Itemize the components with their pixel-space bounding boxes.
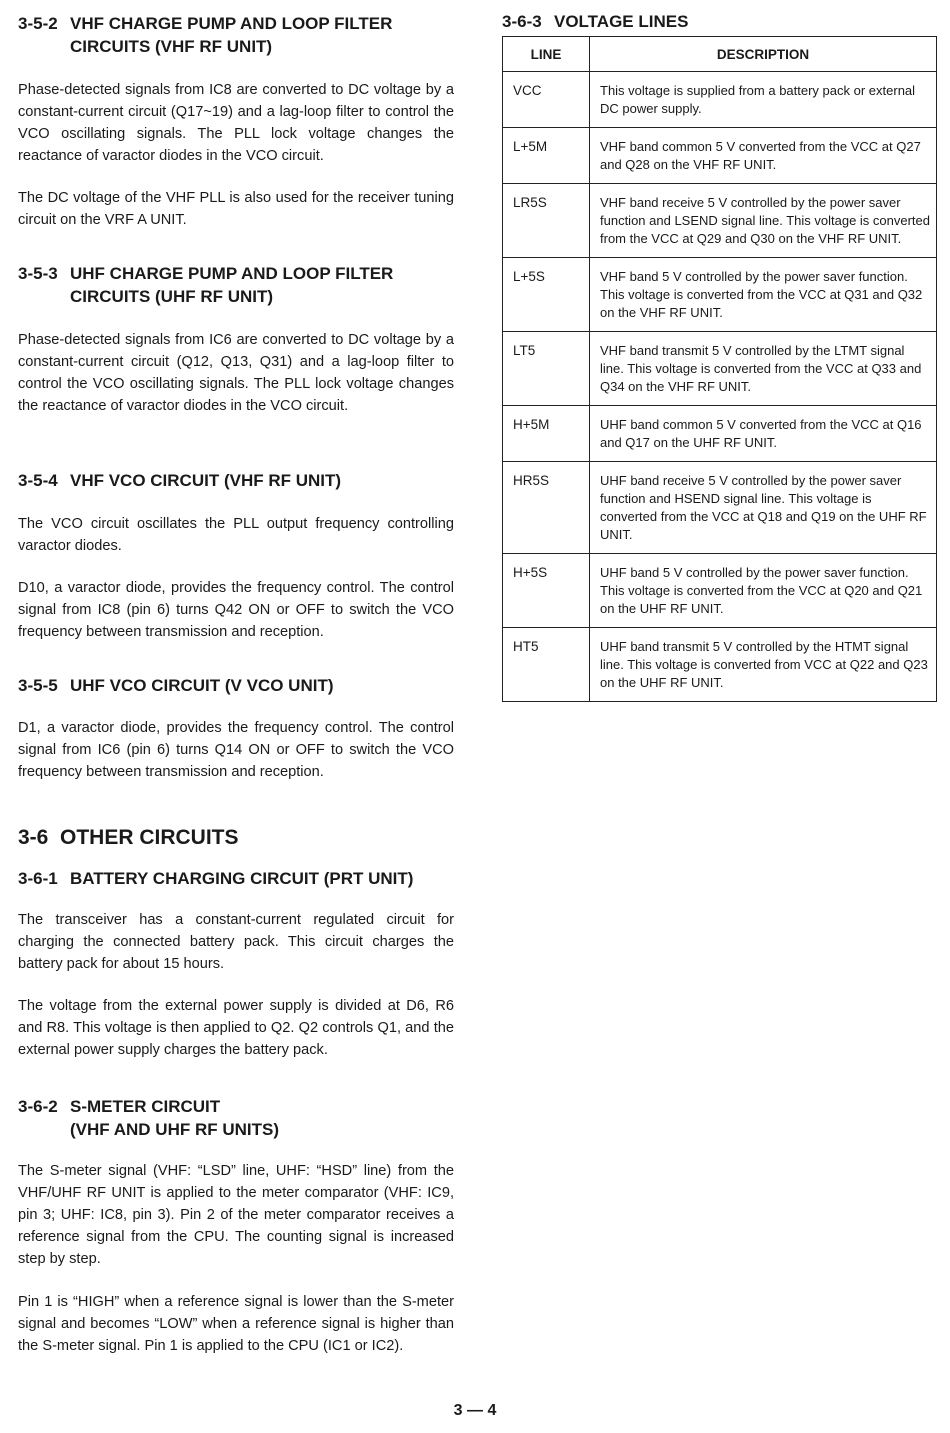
line-cell: H+5M — [503, 406, 590, 462]
table-header-row — [503, 37, 937, 72]
section-heading: 3-5-2 VHF CHARGE PUMP AND LOOP FILTER CIRCUITS (VHF RF UNIT) — [18, 14, 393, 56]
section-heading: 3-6-1 BATTERY CHARGING CIRCUIT (PRT UNIT) — [18, 869, 414, 888]
table-row — [503, 628, 937, 702]
chapter-heading: 3-6 OTHER CIRCUITS — [18, 826, 239, 849]
paragraph: The S-meter signal (VHF: “LSD” line, UHF: “HSD” line) from the VHF/UHF RF UNIT is applied to the meter comparator (VHF: IC9, pin 3; UHF: IC8, pin 3). Pin 2 of the meter comparator receives a reference signal from the CPU. The counting signal is increased step by step. — [18, 1163, 454, 1267]
paragraph: The transceiver has a constant-current regulated circuit for charging the connected battery pack. This circuit charges the battery pack for about 15 hours. — [18, 912, 454, 972]
section-heading-3-6-3: 3-6-3 VOLTAGE LINES — [502, 12, 689, 31]
line-cell: VCC — [503, 72, 590, 128]
section-3-5-4 — [18, 469, 454, 643]
paragraph: The voltage from the external power supply is divided at D6, R6 and R8. This voltage is then applied to Q2. Q2 controls Q1, and the external power supply charges the battery pack. — [18, 998, 454, 1058]
description-cell: VHF band common 5 V converted from the VCC at Q27 and Q28 on the VHF RF UNIT. — [590, 128, 937, 184]
section-heading: 3-5-3 UHF CHARGE PUMP AND LOOP FILTER CIRCUITS (UHF RF UNIT) — [18, 264, 394, 306]
line-cell: LT5 — [503, 332, 590, 406]
description-cell: VHF band 5 V controlled by the power saver function. This voltage is converted from the VCC at Q31 and Q32 on the VHF RF UNIT. — [590, 258, 937, 332]
section-3-6-1 — [18, 867, 454, 1061]
table-body — [503, 72, 937, 702]
column-header-description: DESCRIPTION — [590, 37, 937, 72]
line-cell: LR5S — [503, 184, 590, 258]
line-cell: HT5 — [503, 628, 590, 702]
line-cell: L+5M — [503, 128, 590, 184]
section-heading: 3-5-5 UHF VCO CIRCUIT (V VCO UNIT) — [18, 676, 334, 695]
paragraph: The DC voltage of the VHF PLL is also used for the receiver tuning circuit on the VRF A UNIT. — [18, 190, 454, 228]
paragraph: Phase-detected signals from IC8 are converted to DC voltage by a constant-current circuit (Q17~19) and a lag-loop filter to control the VCO oscillating signals. The PLL lock voltage changes the reactance of varactor diodes in the VCO circuit. — [18, 82, 454, 164]
paragraph: Pin 1 is “HIGH” when a reference signal is lower than the S-meter signal and becomes “LOW” when a reference signal is higher than the S-meter signal. Pin 1 is applied to the CPU (IC1 or IC2). — [18, 1294, 454, 1354]
section-3-5-3 — [18, 262, 454, 417]
description-cell: UHF band transmit 5 V controlled by the HTMT signal line. This voltage is converted from VCC at Q22 and Q23 on the UHF RF UNIT. — [590, 628, 937, 702]
table-row — [503, 462, 937, 554]
paragraph: D1, a varactor diode, provides the frequency control. The control signal from IC6 (pin 6) turns Q14 ON or OFF to switch the VCO frequency between transmission and reception. — [18, 720, 454, 780]
section-3-5-5 — [18, 674, 454, 783]
page-number: 3 — 4 — [453, 1402, 497, 1419]
paragraph: D10, a varactor diode, provides the frequency control. The control signal from IC8 (pin 6) turns Q42 ON or OFF to switch the VCO frequency between transmission and reception. — [18, 580, 454, 640]
voltage-lines-table — [502, 36, 937, 702]
table-row — [503, 554, 937, 628]
table-row — [503, 72, 937, 128]
paragraph: The VCO circuit oscillates the PLL output frequency controlling varactor diodes. — [18, 516, 454, 554]
description-cell: UHF band receive 5 V controlled by the power saver function and HSEND signal line. This voltage is converted from the VCC at Q18 and Q19 on the UHF RF UNIT. — [590, 462, 937, 554]
line-cell: HR5S — [503, 462, 590, 554]
paragraph: Phase-detected signals from IC6 are converted to DC voltage by a constant-current circuit (Q12, Q13, Q31) and a lag-loop filter to control the VCO oscillating signals. The PLL lock voltage changes the reactance of varactor diodes in the VCO circuit. — [18, 332, 454, 414]
section-heading: 3-5-4 VHF VCO CIRCUIT (VHF RF UNIT) — [18, 471, 342, 490]
description-cell: This voltage is supplied from a battery pack or external DC power supply. — [590, 72, 937, 128]
column-header-line: LINE — [503, 37, 590, 72]
table-row — [503, 332, 937, 406]
description-cell: VHF band receive 5 V controlled by the power saver function and LSEND signal line. This voltage is converted from the VCC at Q29 and Q30 on the VHF RF UNIT. — [590, 184, 937, 258]
description-cell: UHF band common 5 V converted from the VCC at Q16 and Q17 on the UHF RF UNIT. — [590, 406, 937, 462]
line-cell: L+5S — [503, 258, 590, 332]
description-cell: VHF band transmit 5 V controlled by the LTMT signal line. This voltage is converted from the VCC at Q33 and Q34 on the VHF RF UNIT. — [590, 332, 937, 406]
table-row — [503, 258, 937, 332]
section-heading: 3-6-2 S-METER CIRCUIT (VHF AND UHF RF UNITS) — [18, 1097, 280, 1139]
section-3-6-2 — [18, 1095, 454, 1357]
description-cell: UHF band 5 V controlled by the power saver function. This voltage is converted from the VCC at Q20 and Q21 on the UHF RF UNIT. — [590, 554, 937, 628]
section-3-6 — [18, 824, 454, 852]
line-cell: H+5S — [503, 554, 590, 628]
right-column — [502, 10, 938, 702]
table-row — [503, 184, 937, 258]
table-row — [503, 406, 937, 462]
table-row — [503, 128, 937, 184]
section-3-5-2 — [18, 12, 454, 231]
